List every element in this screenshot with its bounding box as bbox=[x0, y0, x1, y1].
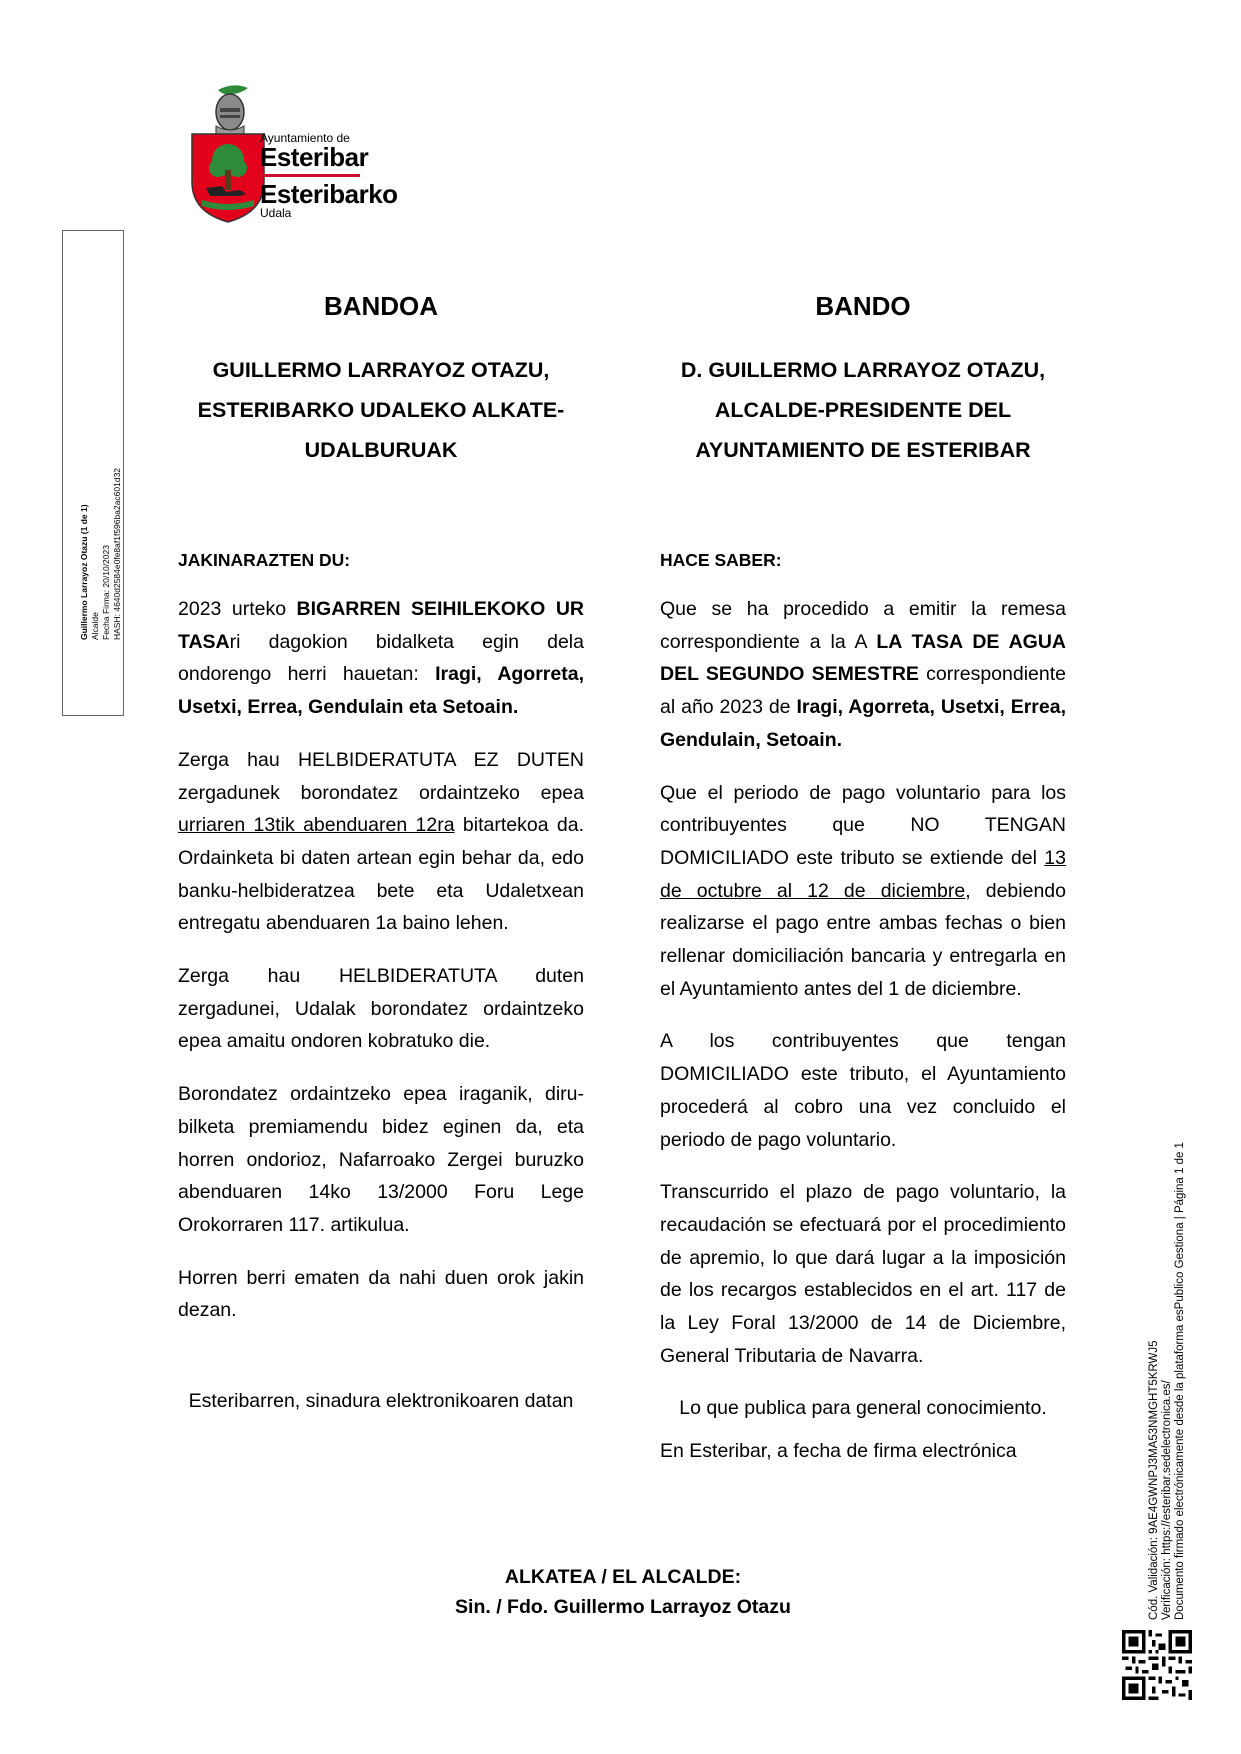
signature-hash: HASH: 4640d2584e0fe8af1f596ba2ac601d32 bbox=[112, 467, 122, 640]
coat-of-arms-icon bbox=[188, 82, 268, 224]
right-paragraph-2: Que el periodo de pago voluntario para los contribuyentes que NO TENGAN DOMICILIADO este tributo se extiende del 13 de octubre al 12 de diciembre, debiendo realizarse el pago entre ambas fechas o bien rellenar domiciliación bancaria y entregarla en el Ayuntamiento antes del 1 de diciembre. bbox=[660, 781, 1066, 1000]
logo-wordmark bbox=[260, 132, 398, 219]
right-title: BANDO bbox=[815, 291, 911, 321]
logo-line1: Ayuntamiento de bbox=[260, 131, 350, 145]
signer-role: Alcalde bbox=[90, 612, 100, 640]
right-subtitle-line: ALCALDE-PRESIDENTE DEL bbox=[714, 398, 1012, 422]
qr-code-icon bbox=[1122, 1630, 1192, 1700]
signature-date: Fecha Firma: 20/10/2023 bbox=[101, 545, 111, 640]
right-paragraph-3: A los contribuyentes que tengan DOMICILIADO este tributo, el Ayuntamiento procederá al cobro una vez concluido el periodo de pago voluntario. bbox=[660, 1030, 1066, 1151]
left-subtitle bbox=[178, 350, 584, 470]
left-closing: Esteribarren, sinadura elektronikoaren datan bbox=[188, 1390, 574, 1413]
right-closing: En Esteribar, a fecha de firma electrónica bbox=[660, 1440, 1017, 1463]
left-paragraph-1: 2023 urteko BIGARREN SEIHILEKOKO UR TASAri dagokion bidalketa egin dela ondorengo herri hauetan: Iragi, Agorreta, Usetxi, Errea, Gendulain eta Setoain. bbox=[178, 598, 584, 719]
mayor-signature bbox=[378, 1562, 868, 1622]
spanish-column bbox=[660, 286, 1066, 1468]
right-heading: HACE SABER: bbox=[660, 550, 782, 570]
validation-platform: Documento firmado electrónicamente desde la plataforma esPublico Gestiona | Página 1 de 1 bbox=[1174, 1142, 1186, 1620]
logo-line2: Esteribar bbox=[260, 142, 369, 172]
basque-column bbox=[178, 286, 584, 1418]
left-paragraph-4: Borondatez ordaintzeko epea iraganik, diru-bilketa premiamendu bidez eginen da, eta horren ondorioz, Nafarroako Zergei buruzko abenduaren 14ko 13/2000 Foru Lege Orokorraren 117. artikulua. bbox=[178, 1083, 584, 1236]
validation-info bbox=[1148, 1080, 1208, 1620]
right-paragraph-1: Que se ha procedido a emitir la remesa correspondiente a la A LA TASA DE AGUA DEL SEGUNDO SEMESTRE correspondiente al año 2023 de Iragi, Agorreta, Usetxi, Errea, Gendulain, Setoain. bbox=[660, 598, 1066, 751]
validation-url: Verificación: https://esteribar.sedelectronica.es/ bbox=[1161, 1380, 1173, 1620]
logo-line4: Udala bbox=[260, 206, 292, 220]
right-paragraph-4: Transcurrido el plazo de pago voluntario, la recaudación se efectuará por el procedimiento de apremio, lo que dará lugar a la imposición de los recargos establecidos en el art. 117 de la Ley Foral 13/2000 de 14 de Diciembre, General Tributaria de Navarra. bbox=[660, 1181, 1066, 1367]
right-subtitle-line: D. GUILLERMO LARRAYOZ OTAZU, bbox=[680, 358, 1046, 382]
right-subtitle-line: AYUNTAMIENTO DE ESTERIBAR bbox=[695, 438, 1031, 462]
left-paragraph-5: Horren berri ematen da nahi duen orok jakin dezan. bbox=[178, 1266, 584, 1322]
left-subtitle-line: UDALBURUAK bbox=[304, 438, 458, 462]
signature-box bbox=[62, 230, 124, 716]
left-subtitle-line: ESTERIBARKO UDALEKO ALKATE- bbox=[197, 398, 565, 422]
left-paragraph-3: Zerga hau HELBIDERATUTA duten zergadunei, Udalak borondatez ordaintzeko epea amaitu ondoren kobratuko die. bbox=[178, 965, 584, 1053]
left-subtitle-line: GUILLERMO LARRAYOZ OTAZU, bbox=[212, 358, 550, 382]
footer-line2: Sin. / Fdo. Guillermo Larrayoz Otazu bbox=[455, 1596, 791, 1618]
validation-code: Cód. Validación: 9AE4GWNPJ3MA53NMGHT5KRWJ5 bbox=[1148, 1340, 1160, 1620]
right-paragraph-5: Lo que publica para general conocimiento. bbox=[679, 1397, 1047, 1420]
logo-divider bbox=[260, 174, 360, 177]
left-title: BANDOA bbox=[323, 291, 439, 321]
footer-line1: ALKATEA / EL ALCALDE: bbox=[504, 1566, 742, 1588]
logo-line3: Esteribarko bbox=[260, 179, 398, 209]
left-heading: JAKINARAZTEN DU: bbox=[178, 550, 351, 570]
signer-name: Guillermo Larrayoz Otazu (1 de 1) bbox=[79, 504, 89, 640]
left-paragraph-2: Zerga hau HELBIDERATUTA EZ DUTEN zergadunek borondatez ordaintzeko epea urriaren 13tik abenduaren 12ra bitartekoa da. Ordainketa bi daten artean egin behar da, edo banku-helbideratzea bete eta Udaletxean entregatu abenduaren 1a baino lehen. bbox=[178, 748, 584, 935]
right-subtitle bbox=[660, 350, 1066, 470]
